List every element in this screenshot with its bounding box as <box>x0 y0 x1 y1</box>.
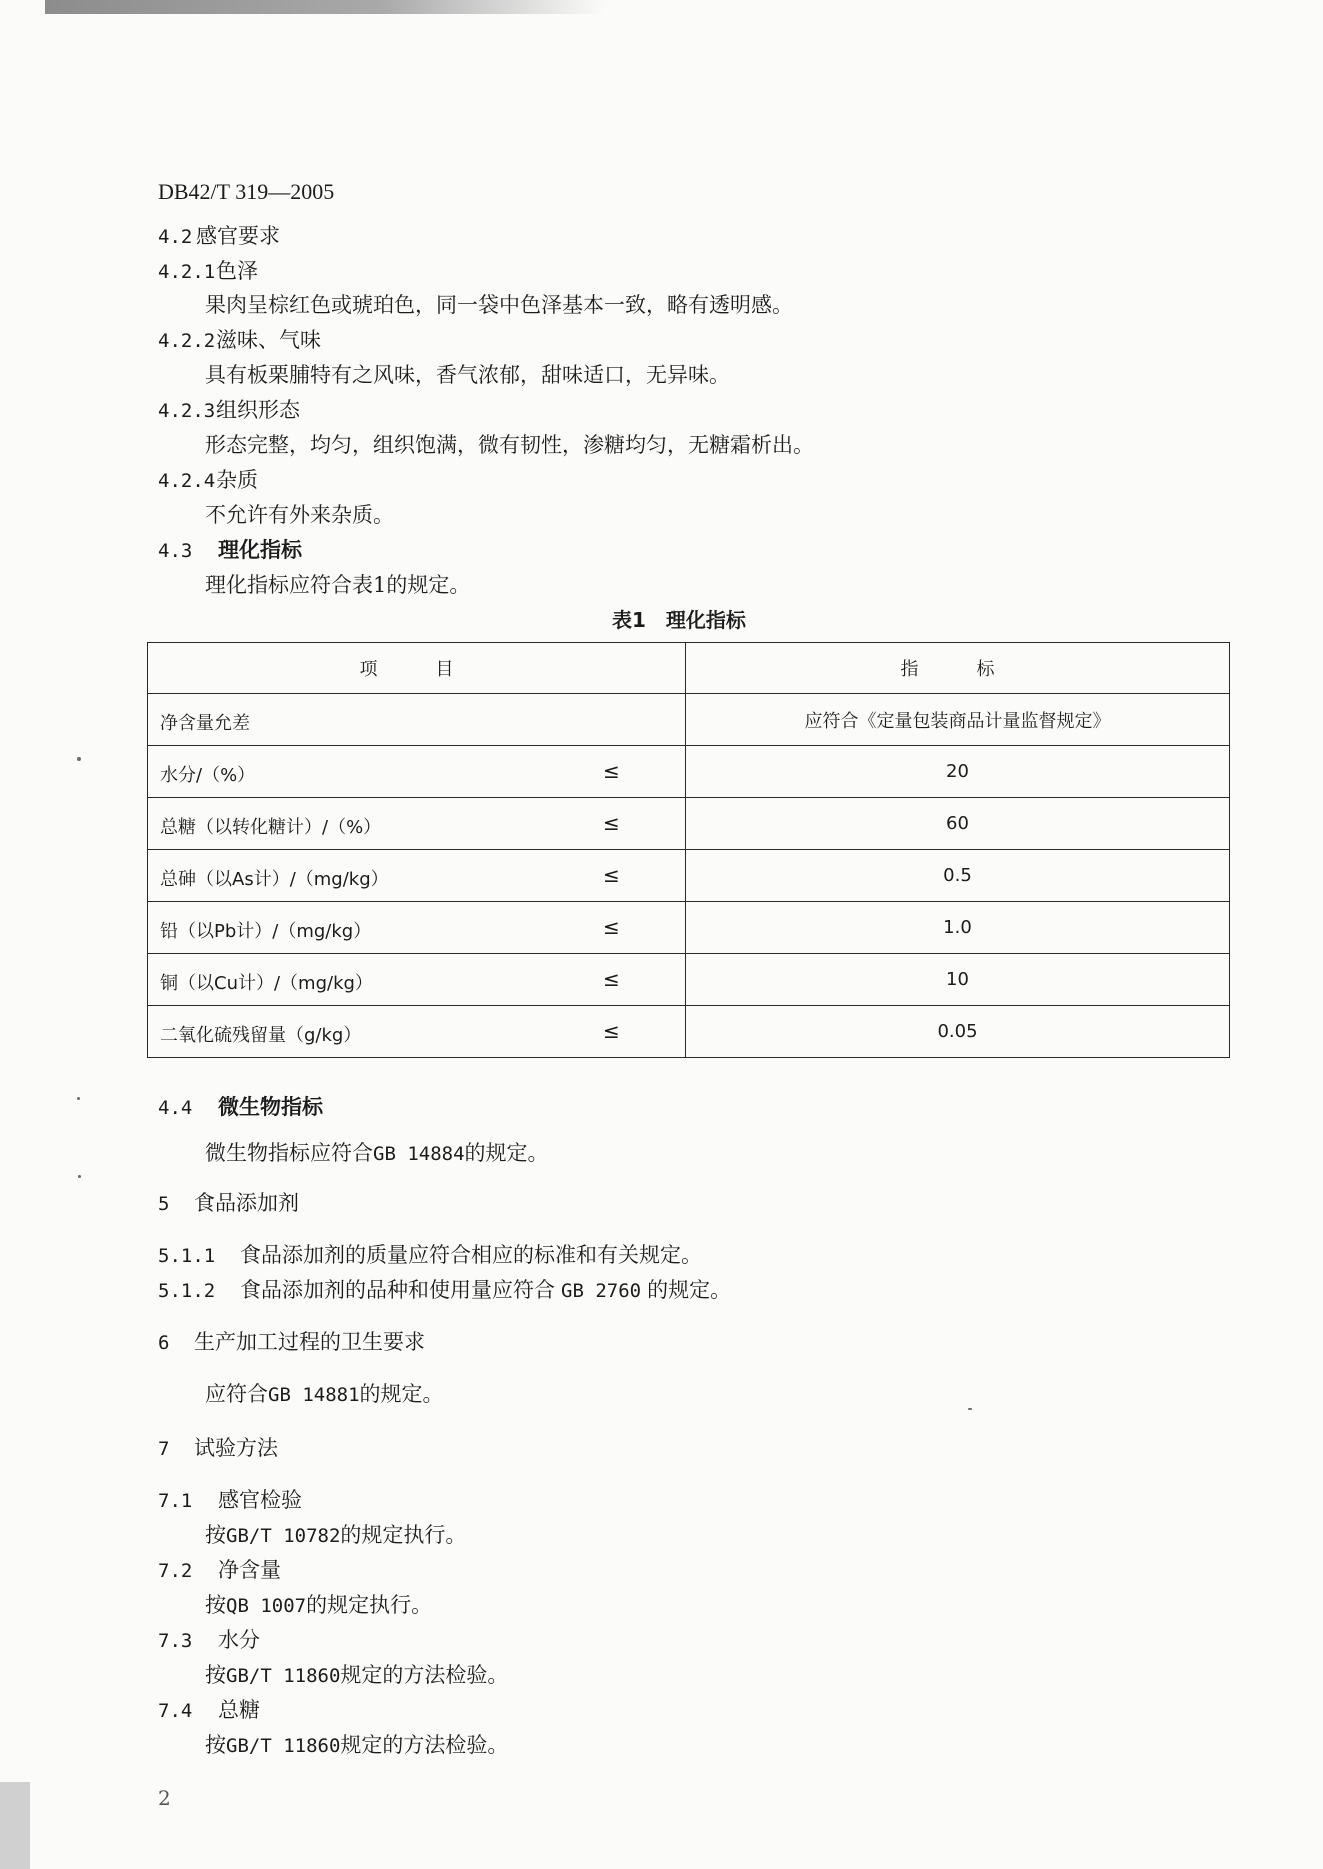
row-value: 0.5 <box>686 850 1230 902</box>
clause-body: 按QB 1007的规定执行。 <box>205 1593 433 1617</box>
clause-body: 具有板栗脯特有之风味，香气浓郁，甜味适口，无异味。 <box>205 363 730 387</box>
row-item: 水分/（%） <box>160 765 256 786</box>
section-heading: 5 食品添加剂 <box>158 1191 299 1215</box>
clause-heading: 7.3 水分 <box>158 1628 260 1652</box>
table-row <box>148 798 1230 850</box>
clause-heading: 4.2.4杂质 <box>158 468 258 492</box>
clause-heading: 4.2.3组织形态 <box>158 398 300 422</box>
row-value: 60 <box>686 798 1230 850</box>
clause-body: 微生物指标应符合GB 14884的规定。 <box>205 1141 549 1165</box>
scan-edge-shadow <box>45 0 605 14</box>
row-item: 铅（以Pb计）/（mg/kg） <box>160 921 372 942</box>
row-item: 净含量允差 <box>160 713 250 734</box>
scan-speck <box>78 1175 81 1178</box>
page-number: 2 <box>158 1786 171 1810</box>
row-value: 10 <box>686 954 1230 1006</box>
row-value: 应符合《定量包装商品计量监督规定》 <box>686 694 1230 746</box>
row-operator: ≤ <box>603 1019 620 1043</box>
scan-speck <box>968 1408 972 1410</box>
row-item: 总砷（以As计）/（mg/kg） <box>160 869 389 890</box>
table-row <box>148 954 1230 1006</box>
table-caption: 表1 理化指标 <box>612 608 746 632</box>
clause-heading: 4.2.2滋味、气味 <box>158 328 321 352</box>
table-row <box>148 746 1230 798</box>
clause-heading: 4.2 感官要求 <box>158 224 280 248</box>
scan-speck <box>77 1097 80 1100</box>
row-value: 20 <box>686 746 1230 798</box>
table-row <box>148 694 1230 746</box>
row-operator: ≤ <box>603 759 620 783</box>
section-heading: 7 试验方法 <box>158 1436 278 1460</box>
table-row <box>148 1006 1230 1058</box>
clause-heading: 7.2 净含量 <box>158 1558 281 1582</box>
physicochemical-table <box>147 642 1230 1058</box>
row-item: 二氧化硫残留量（g/kg） <box>160 1025 362 1046</box>
clause-body: 果肉呈棕红色或琥珀色，同一袋中色泽基本一致，略有透明感。 <box>205 293 793 317</box>
scan-speck <box>77 757 81 761</box>
column-header-value: 指 标 <box>686 643 1230 694</box>
row-item: 铜（以Cu计）/（mg/kg） <box>160 973 373 994</box>
scan-edge-shadow-left <box>0 1782 30 1869</box>
clause-body: 应符合GB 14881的规定。 <box>205 1382 444 1406</box>
table-header-row <box>148 643 1230 694</box>
clause-body: 不允许有外来杂质。 <box>205 503 394 527</box>
row-operator: ≤ <box>603 863 620 887</box>
row-operator: ≤ <box>603 915 620 939</box>
row-item: 总糖（以转化糖计）/（%） <box>160 817 382 838</box>
clause-heading: 4.3 理化指标 <box>158 537 302 562</box>
clause-heading: 4.2.1色泽 <box>158 259 258 283</box>
clause-body: 按GB/T 10782的规定执行。 <box>205 1523 467 1547</box>
clause-heading: 4.4 微生物指标 <box>158 1094 323 1119</box>
clause-heading: 7.1 感官检验 <box>158 1488 302 1512</box>
clause-body: 按GB/T 11860规定的方法检验。 <box>205 1733 509 1757</box>
row-value: 0.05 <box>686 1006 1230 1058</box>
section-heading: 6 生产加工过程的卫生要求 <box>158 1330 425 1354</box>
row-operator: ≤ <box>603 811 620 835</box>
clause-body: 按GB/T 11860规定的方法检验。 <box>205 1663 509 1687</box>
clause-body: 理化指标应符合表1的规定。 <box>205 573 471 597</box>
clause-heading: 7.4 总糖 <box>158 1698 260 1722</box>
clause-body: 5.1.1 食品添加剂的质量应符合相应的标准和有关规定。 <box>158 1243 702 1267</box>
standard-code: DB42/T 319—2005 <box>158 179 335 204</box>
column-header-item: 项 目 <box>148 643 686 694</box>
clause-body: 形态完整，均匀，组织饱满，微有韧性，渗糖均匀，无糖霜析出。 <box>205 433 814 457</box>
row-value: 1.0 <box>686 902 1230 954</box>
clause-body: 5.1.2 食品添加剂的品种和使用量应符合 GB 2760 的规定。 <box>158 1278 732 1302</box>
table-row <box>148 902 1230 954</box>
row-operator: ≤ <box>603 967 620 991</box>
table-row <box>148 850 1230 902</box>
